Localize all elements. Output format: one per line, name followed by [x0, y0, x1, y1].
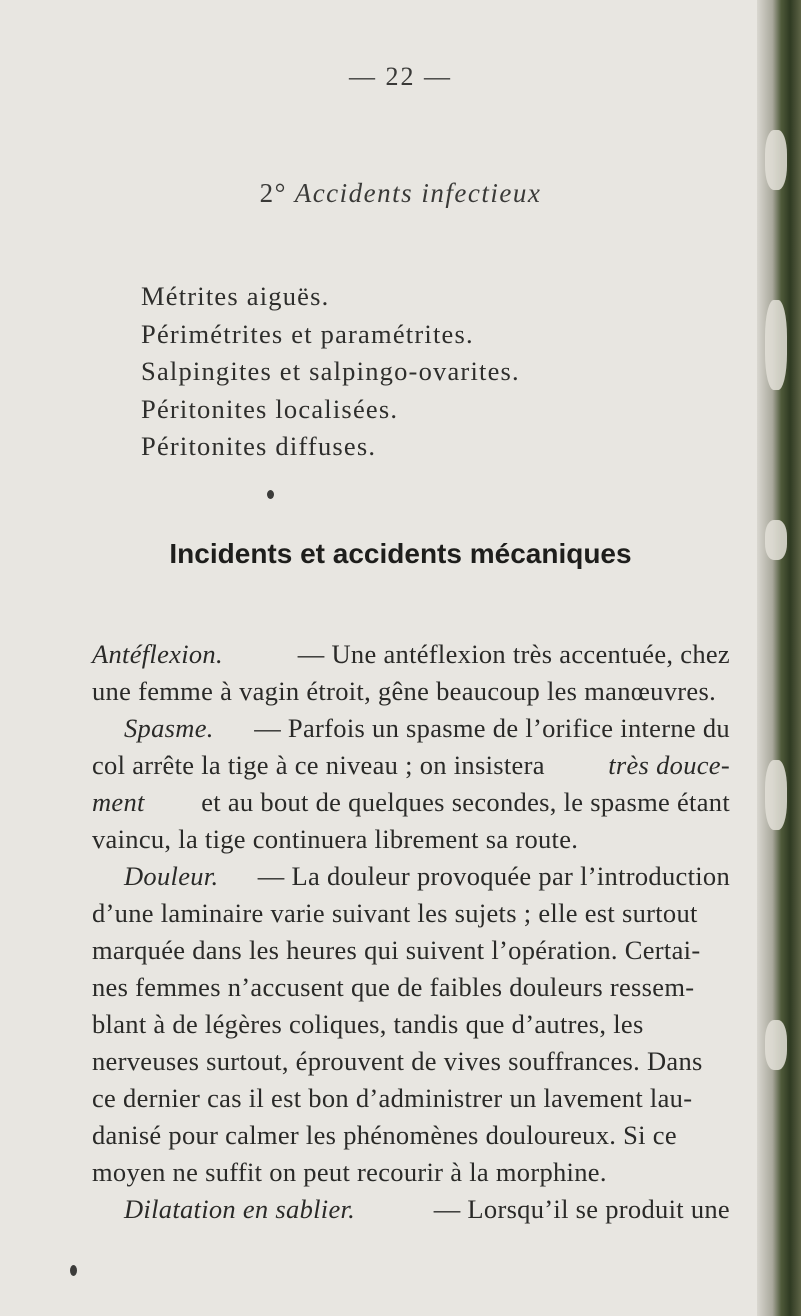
- edge-stain: [765, 520, 787, 560]
- line-text: — Parfois un spasme de l’orifice interne du: [254, 713, 730, 743]
- line-text: vaincu, la tige continuera librement sa route.: [92, 824, 579, 854]
- text-line: [92, 1117, 730, 1154]
- text-line: [92, 1191, 730, 1228]
- line-text: nes femmes n’accusent que de faibles douleurs ressem-: [92, 972, 695, 1002]
- edge-stain: [765, 760, 787, 830]
- text-line: [92, 1006, 730, 1043]
- line-text-italic: ment: [92, 787, 145, 817]
- edge-stain: [765, 300, 787, 390]
- line-text: ce dernier cas il est bon d’administrer un lavement lau-: [92, 1083, 693, 1113]
- page-edge-shadow: [757, 0, 801, 1316]
- list-item: Métrites aiguës.: [141, 281, 330, 311]
- text-line: [92, 821, 730, 858]
- list-item: Péritonites localisées.: [141, 393, 399, 424]
- edge-stain: [765, 130, 787, 190]
- section-title-text: Accidents infectieux: [294, 178, 542, 208]
- text-line: [92, 1043, 730, 1080]
- list-item: Péritonites diffuses.: [141, 431, 377, 461]
- paragraph-term: Dilatation en sablier.: [124, 1194, 356, 1224]
- paragraph-term: Spasme.: [124, 713, 214, 743]
- line-text: — Une antéflexion très accentuée, chez: [297, 639, 730, 669]
- body-text: [92, 636, 730, 1228]
- line-text: d’une laminaire varie suivant les sujets ; elle est surtout: [92, 898, 698, 928]
- text-line: [92, 784, 730, 821]
- text-line: [92, 858, 730, 895]
- line-text: — La douleur provoquée par l’introduction: [257, 861, 730, 891]
- line-text: nerveuses surtout, éprouvent de vives souffrances. Dans: [92, 1046, 703, 1076]
- text-line: [92, 895, 730, 932]
- line-text: — Lorsqu’il se produit une: [433, 1194, 730, 1224]
- line-text: danisé pour calmer les phénomènes douloureux. Si ce: [92, 1120, 677, 1150]
- line-text: col arrête la tige à ce niveau ; on insistera: [92, 750, 545, 780]
- chapter-heading: Incidents et accidents mécaniques: [169, 538, 632, 569]
- text-line: [92, 932, 730, 969]
- infection-list: [141, 278, 520, 466]
- section-number: 2°: [259, 178, 287, 208]
- line-text: une femme à vagin étroit, gêne beaucoup les manœuvres.: [92, 676, 717, 706]
- paragraph-term: Douleur.: [124, 861, 219, 891]
- text-line: [92, 710, 730, 747]
- line-text: blant à de légères coliques, tandis que d’autres, les: [92, 1009, 644, 1039]
- line-text-italic: très douce-: [608, 750, 730, 780]
- line-text: et au bout de quelques secondes, le spasme étant: [201, 787, 730, 817]
- section-title: [0, 178, 801, 209]
- text-line: [92, 747, 730, 784]
- ink-speck: [267, 490, 274, 499]
- paragraph-term: Antéflexion.: [92, 639, 223, 669]
- text-line: [92, 1154, 730, 1191]
- list-item: Salpingites et salpingo-ovarites.: [141, 356, 520, 386]
- line-text: marquée dans les heures qui suivent l’opération. Certai-: [92, 935, 701, 965]
- list-item: Périmétrites et paramétrites.: [141, 318, 474, 349]
- edge-stain: [765, 1020, 787, 1070]
- text-line: [92, 673, 730, 710]
- text-line: [92, 969, 730, 1006]
- line-text: moyen ne suffit on peut recourir à la morphine.: [92, 1157, 607, 1187]
- text-line: [92, 636, 730, 673]
- page-number: — 22 —: [349, 62, 452, 91]
- ink-speck: [70, 1265, 77, 1276]
- text-line: [92, 1080, 730, 1117]
